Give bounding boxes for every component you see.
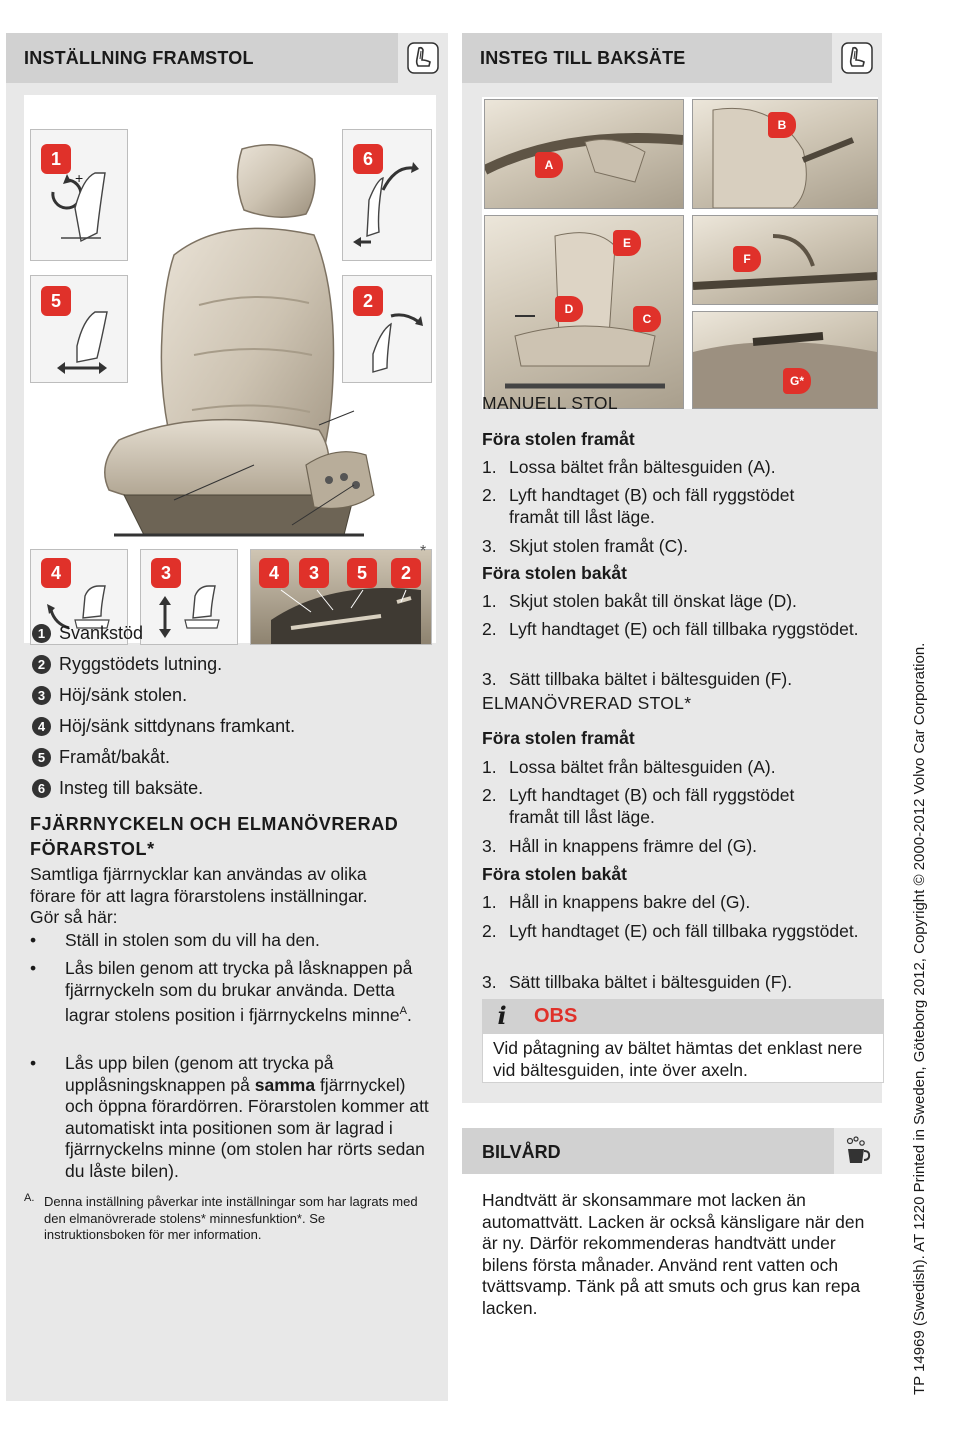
seat-icon-box bbox=[398, 33, 448, 83]
badge-5-power: 5 bbox=[347, 558, 377, 588]
left-header-title: INSTÄLLNING FRAMSTOL bbox=[24, 48, 254, 68]
step: 3. Håll in knappens främre del (G). bbox=[482, 836, 758, 856]
bilvard-section bbox=[462, 1128, 882, 1401]
bullet-text bbox=[65, 958, 435, 1026]
step: 1. Håll in knappens bakre del (G). bbox=[482, 892, 751, 912]
footnote-mark: A. bbox=[24, 1192, 35, 1204]
legend-num: 2 bbox=[32, 655, 51, 674]
panel-fore-aft bbox=[30, 275, 128, 383]
tag-a: A bbox=[535, 152, 563, 178]
legend-text: Insteg till baksäte. bbox=[59, 778, 204, 798]
badge-4: 4 bbox=[41, 558, 71, 588]
step: 2. Lyft handtaget (B) och fäll ryggstödet framåt till låst läge. bbox=[482, 485, 795, 527]
belt-return-illustration bbox=[693, 216, 877, 304]
legend-item bbox=[32, 747, 170, 768]
legend-text: Svankstöd bbox=[59, 623, 144, 643]
seat-icon bbox=[841, 42, 873, 74]
footnote-ref: A bbox=[399, 1005, 407, 1017]
obs-body bbox=[482, 1033, 884, 1083]
legend-text: Höj/sänk stolen. bbox=[59, 685, 188, 705]
rear-entry-photos bbox=[482, 97, 878, 409]
obs-label: OBS bbox=[534, 1005, 578, 1027]
legend-item bbox=[32, 685, 187, 706]
panel-height bbox=[140, 549, 238, 645]
side-copyright: TP 14969 (Swedish). AT 1220 Printed in Sweden, Göteborg 2012, Copyright © 2000-2012 Volvo Car Corporation. bbox=[911, 642, 928, 1395]
bullet3-pre: Lås upp bilen (genom att trycka på upplåsningsknappen på bbox=[65, 1053, 334, 1095]
step: 3. Skjut stolen framåt (C). bbox=[482, 536, 688, 556]
legend-num: 4 bbox=[32, 717, 51, 736]
legend-text: Ryggstödets lutning. bbox=[59, 654, 223, 674]
bullet3-post: fjärrnyckel) och bbox=[65, 1074, 406, 1116]
right-header-title: INSTEG TILL BAKSÄTE bbox=[480, 48, 686, 68]
left-column bbox=[6, 33, 448, 1401]
bullet3-bold: samma bbox=[254, 1074, 316, 1095]
section-heading-line2: FÖRARSTOL* bbox=[30, 839, 155, 859]
bullet-text bbox=[65, 1053, 430, 1182]
photo-belt-guide bbox=[484, 99, 684, 209]
bilvard-title: BILVÅRD bbox=[482, 1142, 561, 1162]
m-forward-heading: Föra stolen framåt bbox=[482, 429, 635, 449]
step: 3. Sätt tillbaka bältet i bältesguiden (F). bbox=[482, 669, 793, 689]
badge-2-power: 2 bbox=[391, 558, 421, 588]
fold-arrow-icon bbox=[343, 130, 431, 260]
right-column bbox=[462, 33, 882, 1103]
bilvard-text: Handtvätt är skonsammare mot lacken än automattvätt. Lacken är också känsligare när den är ny. Därför rekommenderas handtvätt under bilens första månader. Använd rent vatten och tvättsvamp. Tänk på att smuts och grus kan repa lacken. bbox=[482, 1190, 865, 1318]
rotate-arrow-icon bbox=[31, 130, 127, 260]
panel-lumbar bbox=[30, 129, 128, 261]
section-heading-line1: FJÄRRNYCKELN OCH ELMANÖVRERAD bbox=[30, 814, 399, 834]
badge-5: 5 bbox=[41, 286, 71, 316]
legend-item bbox=[32, 623, 143, 644]
car-wash-icon bbox=[842, 1135, 874, 1167]
obs-header bbox=[482, 999, 884, 1033]
step: 1. Lossa bältet från bältesguiden (A). bbox=[482, 457, 776, 477]
car-wash-icon-box bbox=[834, 1128, 882, 1174]
photo-seat-slide bbox=[484, 215, 684, 409]
step: 2. Lyft handtaget (E) och fäll tillbaka ryggstödet. bbox=[482, 921, 859, 941]
photo-handle bbox=[692, 99, 878, 209]
badge-1: 1 bbox=[41, 144, 71, 174]
bullet-item: • Lås bilen genom att trycka på låsknappen på fjärrnyckeln som du brukar använda. Detta lagrar stolens position i fjärrnyckelns minne$^A$. bbox=[30, 958, 430, 1048]
bilvard-header bbox=[462, 1128, 882, 1174]
legend-num: 3 bbox=[32, 686, 51, 705]
bullet-text: Ställ in stolen som du vill ha den. bbox=[65, 930, 320, 950]
height-arrow-icon bbox=[141, 550, 237, 644]
legend-text: Framåt/bakåt. bbox=[59, 747, 171, 767]
tag-c: C bbox=[633, 306, 661, 332]
tag-g: G* bbox=[783, 368, 811, 394]
belt-guide-illustration bbox=[485, 100, 683, 208]
badge-3-power: 3 bbox=[299, 558, 329, 588]
tag-b: B bbox=[768, 112, 796, 138]
optional-star: * bbox=[420, 543, 427, 560]
photo-power-button bbox=[692, 311, 878, 409]
panel-backrest-tilt bbox=[342, 275, 432, 383]
tag-e: E bbox=[613, 230, 641, 256]
panel-power-controls bbox=[250, 549, 432, 645]
gor-sa-har: Gör så här: bbox=[30, 907, 118, 927]
legend-text: Höj/sänk sittdynans framkant. bbox=[59, 716, 296, 736]
step: 1. Lossa bältet från bältesguiden (A). bbox=[482, 757, 776, 777]
tag-d: D bbox=[555, 296, 583, 322]
left-header bbox=[6, 33, 448, 83]
intro-paragraph: Samtliga fjärrnycklar kan användas av olika förare för att lagra förarstolens inställningar. bbox=[30, 864, 368, 906]
tilt-arrow-icon bbox=[343, 276, 431, 382]
front-seat-diagram bbox=[24, 95, 436, 643]
manual-heading: MANUELL STOL bbox=[482, 393, 618, 413]
panel-entry bbox=[342, 129, 432, 261]
m-back-heading: Föra stolen bakåt bbox=[482, 563, 627, 583]
fore-aft-arrow-icon bbox=[31, 276, 127, 382]
electric-heading: ELMANÖVRERAD STOL* bbox=[482, 693, 692, 713]
step: 2. Lyft handtaget (B) och fäll ryggstödet framåt till låst läge. bbox=[482, 785, 795, 827]
bullet-text-main: Lås bilen genom att trycka på låsknappen på fjärrnyckeln som du brukar använda. Detta lagrar stolens position i fjärrnyckelns minne bbox=[65, 958, 413, 1025]
badge-4-power: 4 bbox=[259, 558, 289, 588]
bullet-period: . bbox=[406, 1004, 412, 1025]
e-back-heading: Föra stolen bakåt bbox=[482, 864, 627, 884]
seat-icon-box bbox=[832, 33, 882, 83]
seat-icon bbox=[407, 42, 439, 74]
badge-6: 6 bbox=[353, 144, 383, 174]
photo-belt-return bbox=[692, 215, 878, 305]
info-icon: i bbox=[497, 1001, 507, 1030]
bullet-item: • Ställ in stolen som du vill ha den. bbox=[30, 930, 430, 952]
right-header bbox=[462, 33, 882, 83]
plus-sign: + bbox=[75, 170, 84, 186]
step: 1. Skjut stolen bakåt till önskat läge (D). bbox=[482, 591, 797, 611]
step: 2. Lyft handtaget (E) och fäll tillbaka ryggstödet. bbox=[482, 619, 859, 639]
legend-item bbox=[32, 654, 222, 675]
power-seat-control-icon bbox=[251, 550, 431, 644]
tag-f: F bbox=[733, 246, 761, 272]
bullet3-rest: öppna förardörren. Förarstolen kommer att automatiskt inta positionen som är lagrad i fjärrnyckelns minne (om stolen har rörts sedan du låste bilen). bbox=[65, 1096, 429, 1181]
step: 3. Sätt tillbaka bältet i bältesguiden (F). bbox=[482, 972, 793, 992]
badge-2: 2 bbox=[353, 286, 383, 316]
obs-notice bbox=[482, 999, 884, 1085]
legend-num: 6 bbox=[32, 779, 51, 798]
legend-num: 5 bbox=[32, 748, 51, 767]
badge-3: 3 bbox=[151, 558, 181, 588]
footnote-text: Denna inställning påverkar inte inställningar som har lagrats med den elmanövrerade stolens* minnesfunktion*. Se instruktionsboken för mer information. bbox=[44, 1194, 418, 1242]
legend-num: 1 bbox=[32, 624, 51, 643]
legend-item bbox=[32, 716, 295, 737]
bullet-item: • Lås upp bilen (genom att trycka på upplåsningsknappen på samma fjärrnyckel) och öppna förardörren. Förarstolen kommer att automatiskt inta positionen som är lagrad i fjärrnyckelns minne (om stolen har rörts sedan du låste bilen). bbox=[30, 1053, 429, 1181]
e-forward-heading: Föra stolen framåt bbox=[482, 728, 635, 748]
obs-text: Vid påtagning av bältet hämtas det enklast nere vid bältesguiden, inte över axeln. bbox=[493, 1038, 863, 1080]
legend-item bbox=[32, 778, 203, 799]
